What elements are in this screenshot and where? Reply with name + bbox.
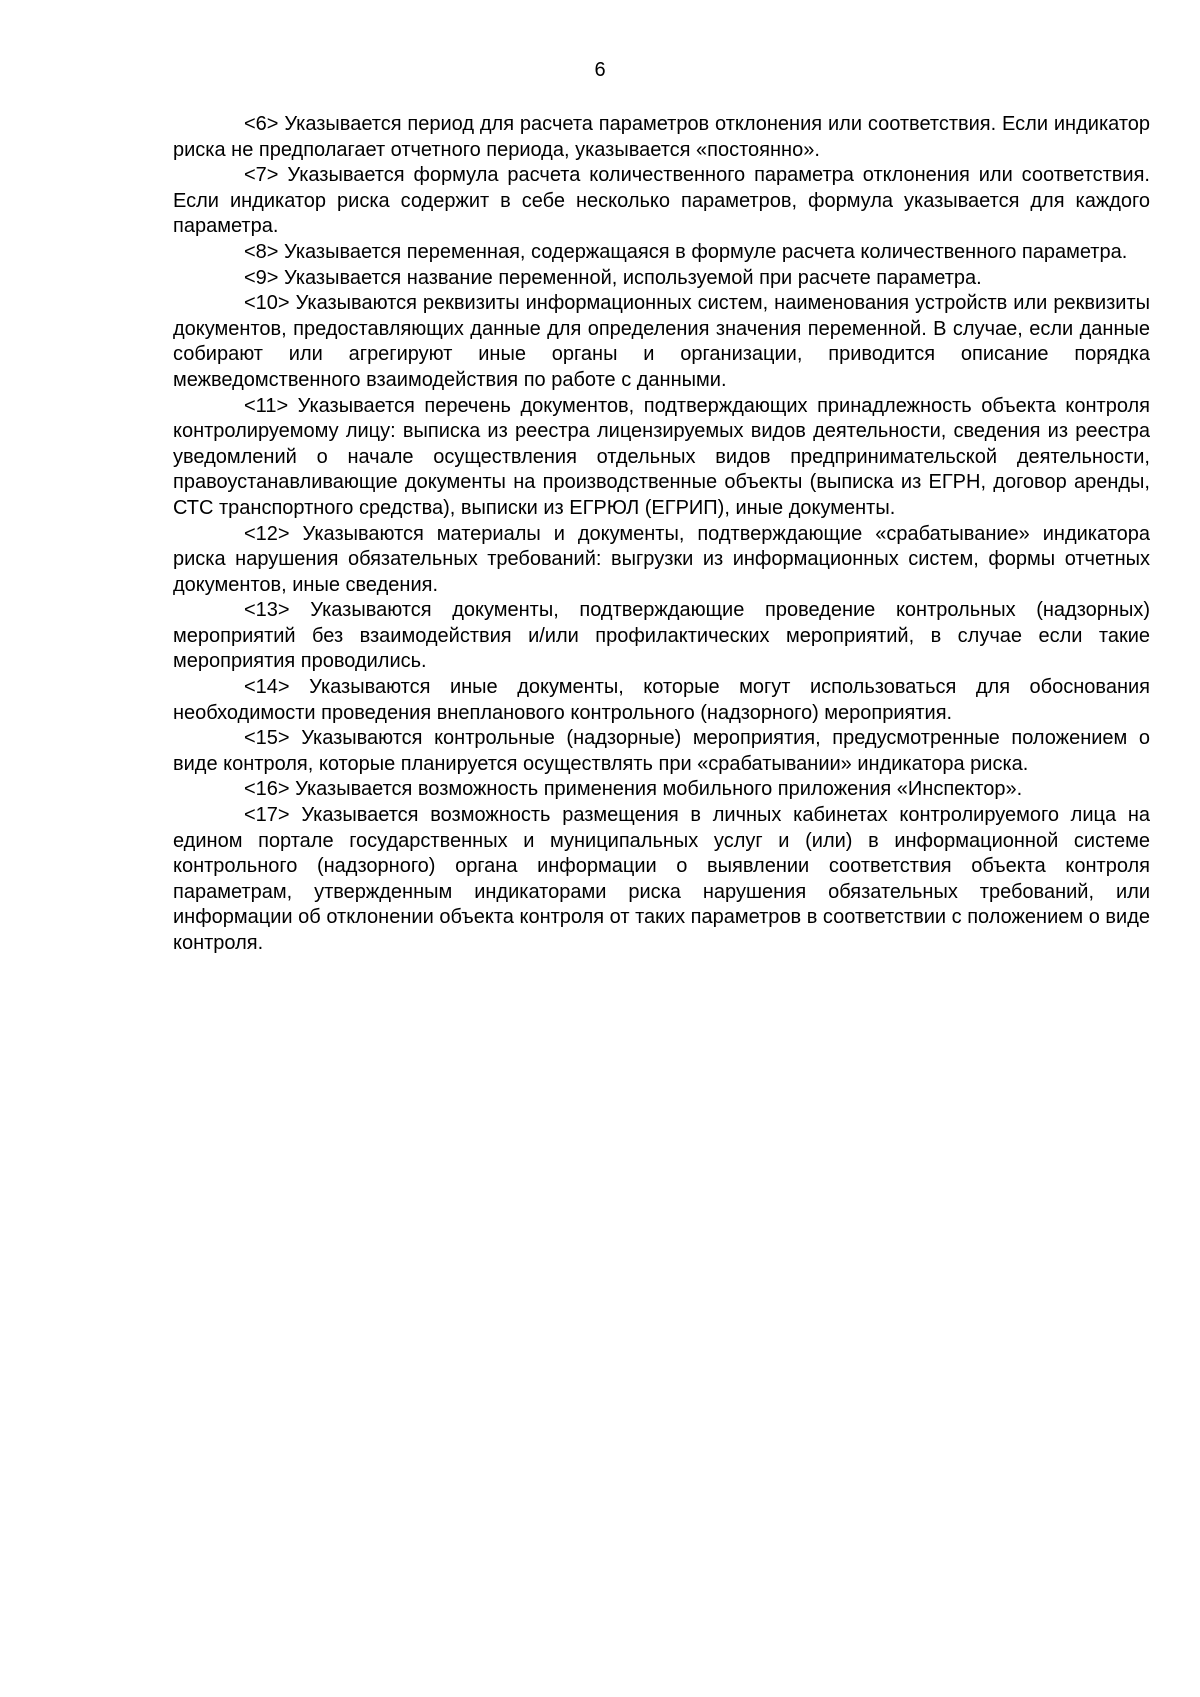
footnotes-section [173,112,1150,957]
footnote-11: <11> Указывается перечень документов, подтверждающих принадлежность объекта контроля контролируемому лицу: выписка из реестра лицензируемых видов деятельности, сведения из реестра уведомлений о начале осуществления отдельных видов предпринимательской деятельности, правоустанавливающие документы на производственные объекты (выписка из ЕГРН, договор аренды, СТС транспортного средства), выписки из ЕГРЮЛ (ЕГРИП), иные документы. [173,394,1150,519]
footnote-16: <16> Указывается возможность применения мобильного приложения «Инспектор». [244,778,1023,801]
footnote-15: <15> Указываются контрольные (надзорные) мероприятия, предусмотренные положением о виде контроля, которые планируется осуществлять при «срабатывании» индикатора риска. [173,727,1150,775]
footnote-6: <6> Указывается период для расчета параметров отклонения или соответствия. Если индикатор риска не предполагает отчетного периода, указывается «постоянно». [173,113,1150,161]
footnote-9: <9> Указывается название переменной, используемой при расчете параметра. [244,266,982,289]
page-number: 6 [594,59,606,81]
footnote-7: <7> Указывается формула расчета количественного параметра отклонения или соответствия. Если индикатор риска содержит в себе несколько параметров, формула указывается для каждого параметра. [173,164,1150,238]
footnote-13: <13> Указываются документы, подтверждающие проведение контрольных (надзорных) мероприятий без взаимодействия и/или профилактических мероприятий, в случае если такие мероприятия проводились. [173,599,1150,673]
footnote-14: <14> Указываются иные документы, которые могут использоваться для обоснования необходимости проведения внепланового контрольного (надзорного) мероприятия. [173,676,1150,724]
footnote-8: <8> Указывается переменная, содержащаяся в формуле расчета количественного параметра. [244,240,1128,263]
footnote-10: <10> Указываются реквизиты информационных систем, наименования устройств или реквизиты документов, предоставляющих данные для определения значения переменной. В случае, если данные собирают или агрегируют иные органы и организации, приводится описание порядка межведомственного взаимодействия по работе с данными. [173,292,1150,391]
footnote-12: <12> Указываются материалы и документы, подтверждающие «срабатывание» индикатора риска нарушения обязательных требований: выгрузки из информационных систем, формы отчетных документов, иные сведения. [173,522,1150,596]
footnote-17: <17> Указывается возможность размещения в личных кабинетах контролируемого лица на едином портале государственных и муниципальных услуг и (или) в информационной системе контрольного (надзорного) органа информации о выявлении соответствия объекта контроля параметрам, утвержденным индикаторами риска нарушения обязательных требований, или информации об отклонении объекта контроля от таких параметров в соответствии с положением о виде контроля. [173,804,1150,954]
